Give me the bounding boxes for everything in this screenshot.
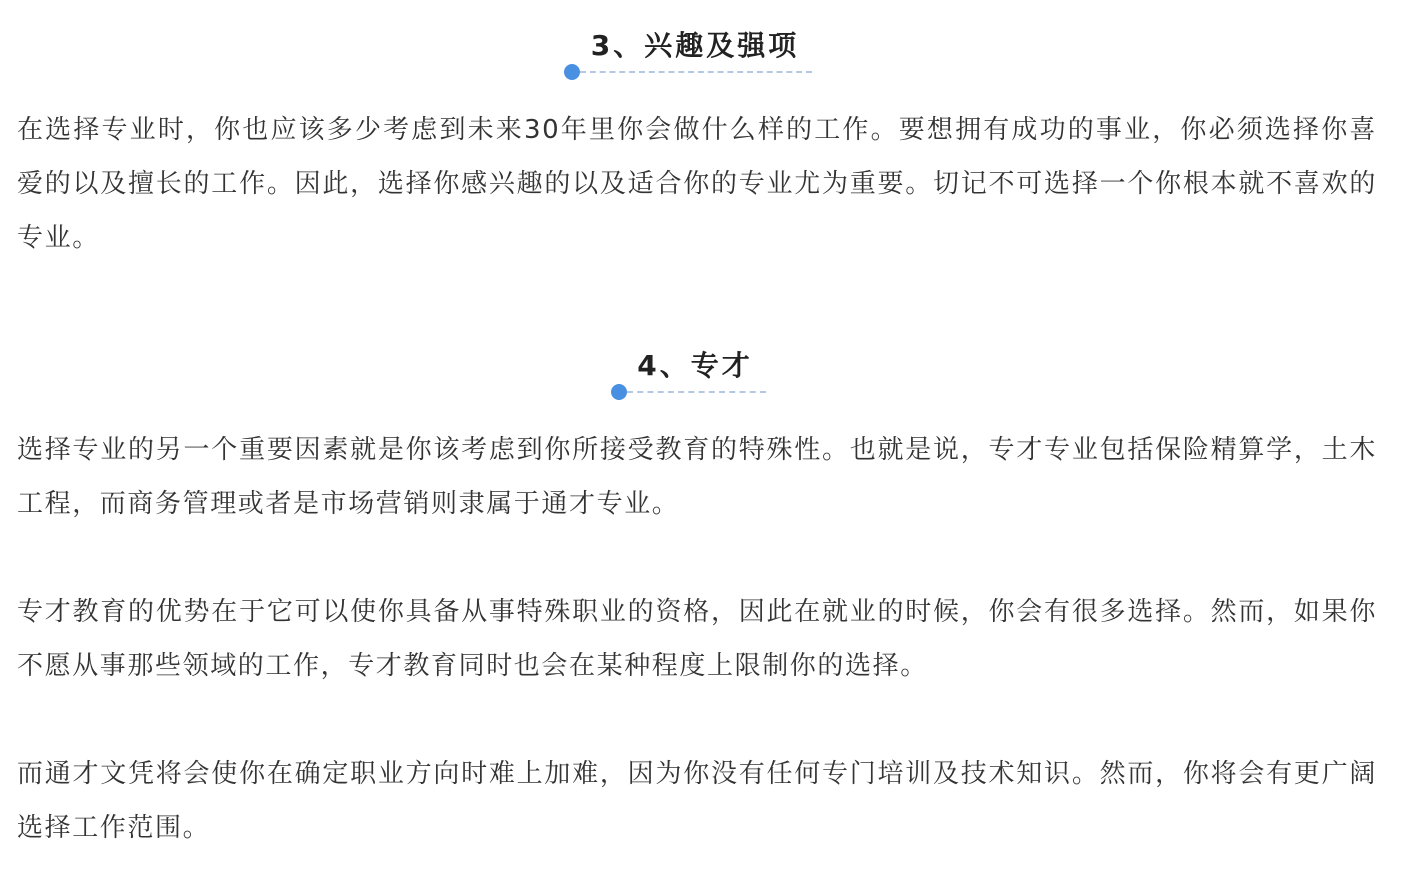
section-heading-interest (0, 26, 1390, 66)
heading-underline (564, 64, 812, 80)
paragraph: 而通才文凭将会使你在确定职业方向时难上加难，因为你没有任何专门培训及技术知识。然而，你将会有更广阔选择工作范围。 (17, 759, 1377, 843)
underline-dash (580, 71, 812, 73)
section-heading-specialist (0, 346, 1390, 386)
paragraph: 专才教育的优势在于它可以使你具备从事特殊职业的资格，因此在就业的时候，你会有很多选择。然而，如果你不愿从事那些领域的工作，专才教育同时也会在某种程度上限制你的选择。 (17, 597, 1377, 681)
underline-dot-icon (611, 384, 627, 400)
underline-dash (627, 391, 766, 393)
paragraph: 在选择专业时，你也应该多少考虑到未来30年里你会做什么样的工作。要想拥有成功的事业，你必须选择你喜爱的以及擅长的工作。因此，选择你感兴趣的以及适合你的专业尤为重要。切记不可选择一个你根本就不喜欢的专业。 (17, 115, 1377, 253)
underline-dot-icon (564, 64, 580, 80)
section-title: 4、专才 (637, 349, 753, 382)
section-title: 3、兴趣及强项 (590, 29, 800, 62)
paragraph: 选择专业的另一个重要因素就是你该考虑到你所接受教育的特殊性。也就是说，专才专业包括保险精算学，土木工程，而商务管理或者是市场营销则隶属于通才专业。 (17, 435, 1377, 519)
heading-underline (611, 384, 766, 400)
